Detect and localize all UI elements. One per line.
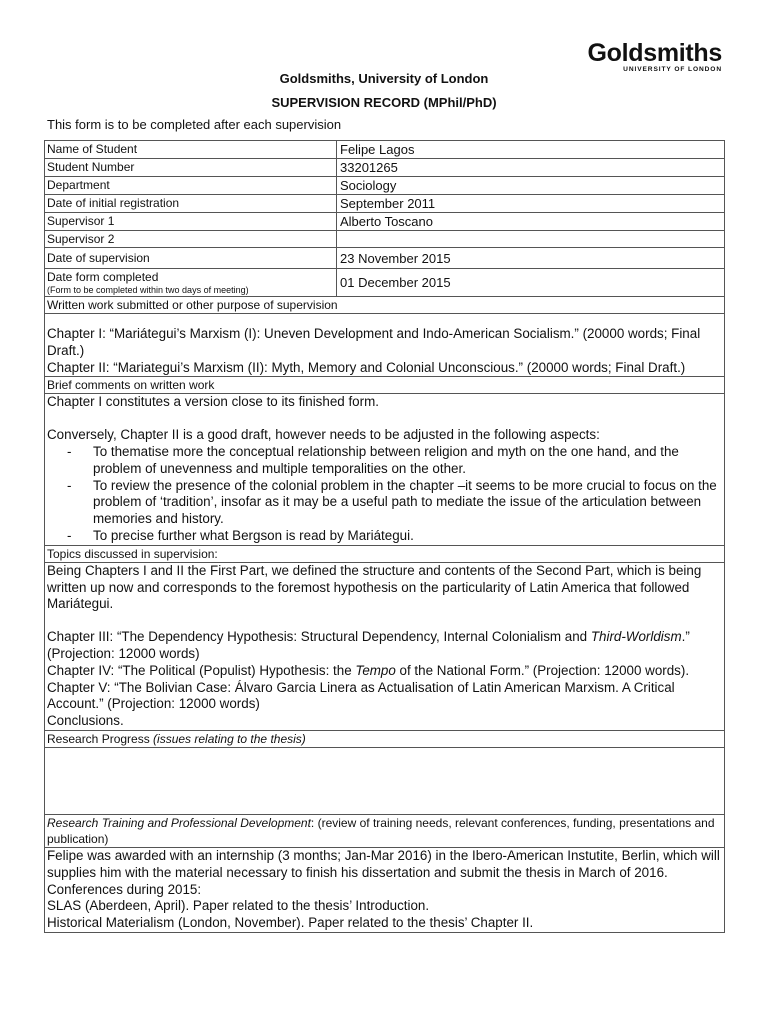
comments-list-item: - To review the presence of the colonial problem in the chapter –it seems to be more crucial to focus on the problem of ‘tradition’, insofar as it may be a useful path to mediate the issue of the articulation between memories and history. (47, 478, 722, 528)
row-supervisor-1 (45, 213, 724, 231)
value-student-name: Felipe Lagos (340, 142, 415, 157)
row-progress-body (45, 748, 724, 815)
topics-body (45, 563, 724, 730)
comments-heading: Brief comments on written work (47, 378, 215, 393)
value-initial-registration: September 2011 (340, 196, 436, 211)
comments-para-1: Chapter I constitutes a version close to its finished form. (47, 394, 379, 410)
written-chapter-1: Chapter I: “Mariátegui’s Marxism (I): Uneven Development and Indo-American Socialism.” (20000 words; Final Draft.) (47, 326, 701, 358)
date-form-completed-label: Date form completed (47, 270, 159, 284)
training-heading: Research Training and Professional Development: (review of training needs, relevant conferences, funding, presentations and publication) (47, 815, 715, 846)
topics-chapter-3: Chapter III: “The Dependency Hypothesis: Structural Dependency, Internal Colonialism and Third-Worldism.” (Projection: 12000 words) (47, 629, 690, 661)
written-work-heading: Written work submitted or other purpose of supervision (47, 298, 338, 312)
supervision-form (44, 140, 725, 933)
row-department (45, 177, 724, 195)
label-date-form-completed (45, 269, 337, 296)
label-supervisor-1: Supervisor 1 (45, 213, 337, 230)
intro-text: This form is to be completed after each supervision (47, 117, 342, 132)
written-chapter-2: Chapter II: “Mariategui’s Marxism (II): Myth, Memory and Colonial Unconscious.” (20000 words; Final Draft.) (47, 359, 686, 375)
value-student-number: 33201265 (340, 160, 398, 175)
training-para-2: Conferences during 2015: (47, 881, 202, 897)
row-date-form-completed (45, 269, 724, 297)
topics-chapter-4: Chapter IV: “The Political (Populist) Hypothesis: the Tempo of the National Form.” (Projection: 12000 words). (47, 662, 690, 678)
row-student-number (45, 159, 724, 177)
progress-body (45, 748, 49, 814)
training-para-3: SLAS (Aberdeen, April). Paper related to the thesis’ Introduction. (47, 898, 430, 914)
row-initial-registration (45, 195, 724, 213)
label-student-name: Name of Student (45, 141, 337, 158)
logo-subtitle: UNIVERSITY OF LONDON (623, 66, 722, 73)
logo-name: Goldsmiths (587, 39, 722, 67)
value-supervisor-2 (337, 231, 724, 247)
label-initial-registration: Date of initial registration (45, 195, 337, 212)
label-date-of-supervision: Date of supervision (45, 248, 337, 268)
value-supervisor-1: Alberto Toscano (340, 214, 433, 229)
date-form-completed-note: (Form to be completed within two days of meeting) (47, 285, 249, 295)
topics-chapter-5: Chapter V: “The Bolivian Case: Álvaro Garcia Linera as Actualisation of Latin American Marxism. A Critical Account.” (Projection: 12000 words) (47, 679, 675, 712)
goldsmiths-logo (587, 40, 722, 74)
row-training-body (45, 848, 724, 932)
row-student-name (45, 141, 724, 159)
row-comments-heading (45, 377, 724, 394)
record-title: SUPERVISION RECORD (MPhil/PhD) (271, 95, 497, 110)
training-para-1: Felipe was awarded with an internship (3 months; Jan-Mar 2016) in the Ibero-American Instutite, Berlin, which will supplies him with the material necessary to finish his dissertation and submit the thesis in March of 2016. (47, 847, 720, 880)
label-department: Department (45, 177, 337, 194)
institution-title: Goldsmiths, University of London (279, 71, 489, 86)
label-supervisor-2: Supervisor 2 (45, 231, 337, 247)
topics-para-1: Being Chapters I and II the First Part, we defined the structure and contents of the Second Part, which is being written up now and corresponds to the foremost hypothesis on the particularity of Latin America that followed Mariátegui. (47, 562, 702, 612)
comments-list-item: - To thematise more the conceptual relationship between religion and myth on the one hand, and the problem of unevenness and multiple temporalities on the other. (47, 444, 722, 478)
topics-heading: Topics discussed in supervision: (47, 546, 218, 561)
row-date-of-supervision (45, 248, 724, 269)
value-department: Sociology (340, 178, 397, 193)
training-para-4: Historical Materialism (London, November). Paper related to the thesis’ Chapter II. (47, 915, 534, 931)
row-topics-body (45, 563, 724, 731)
progress-heading: Research Progress (issues relating to the thesis) (47, 731, 306, 746)
row-progress-heading (45, 731, 724, 748)
comments-body (45, 394, 724, 544)
training-body (45, 848, 724, 932)
written-work-body (45, 314, 724, 376)
row-written-body (45, 314, 724, 377)
row-written-heading (45, 297, 724, 314)
row-training-heading (45, 815, 724, 848)
label-student-number: Student Number (45, 159, 337, 176)
value-date-of-supervision: 23 November 2015 (340, 250, 451, 266)
topics-conclusions: Conclusions. (47, 713, 124, 729)
row-supervisor-2 (45, 231, 724, 248)
comments-list-item: - To precise further what Bergson is read by Mariátegui. (47, 528, 722, 545)
row-comments-body (45, 394, 724, 545)
value-date-form-completed: 01 December 2015 (340, 275, 451, 290)
row-topics-heading (45, 546, 724, 563)
comments-para-2: Conversely, Chapter II is a good draft, however needs to be adjusted in the following aspects: (47, 427, 600, 443)
comments-list (47, 444, 722, 545)
